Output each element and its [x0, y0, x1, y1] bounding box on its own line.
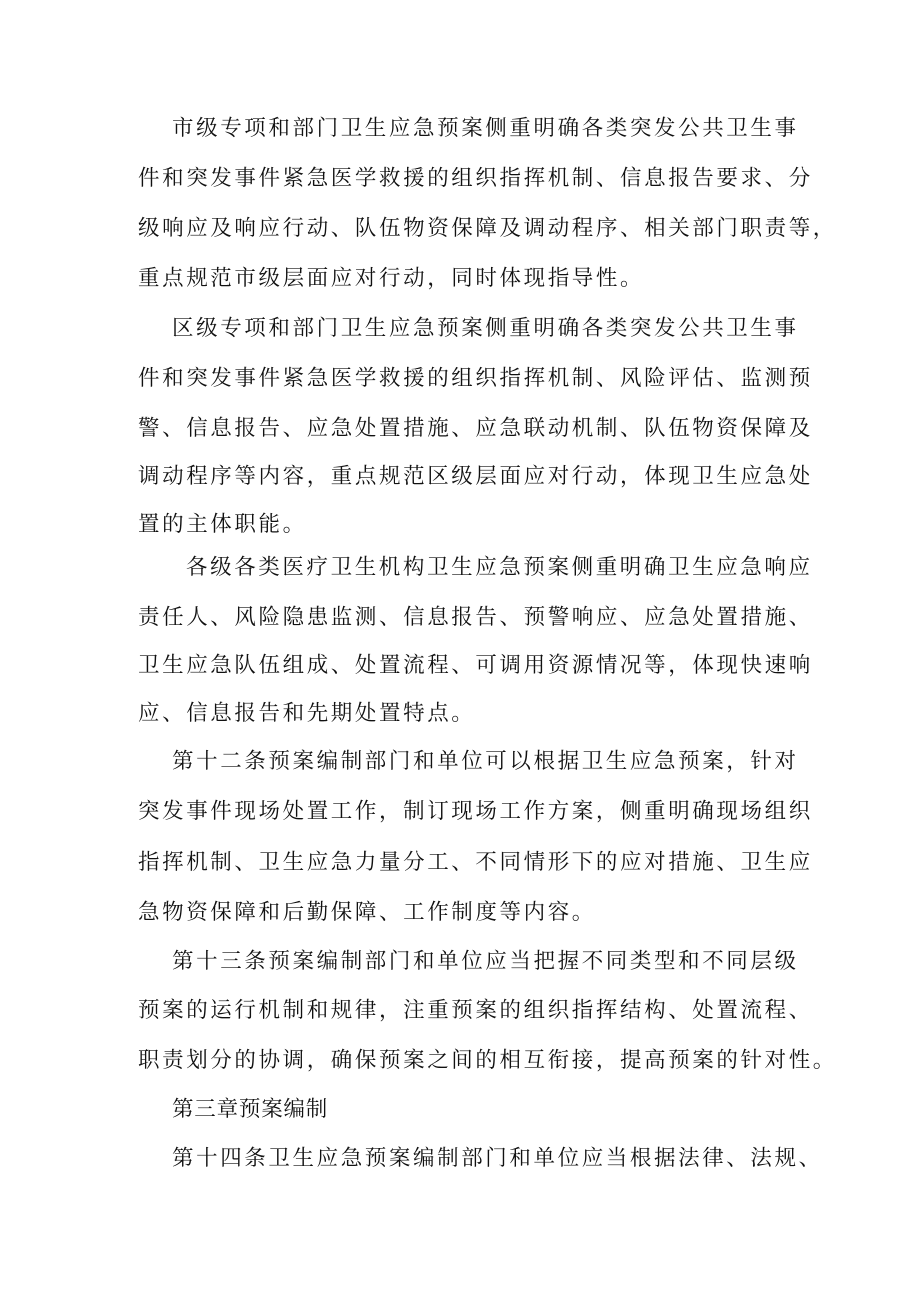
text-line: 第十三条预案编制部门和单位应当把握不同类型和不同层级 — [172, 949, 799, 974]
text-line: 第十四条卫生应急预案编制部门和单位应当根据法律、法规、 — [172, 1146, 823, 1171]
text-line: 各级各类医疗卫生机构卫生应急预案侧重明确卫生应急响应 — [186, 555, 813, 580]
text-line: 应、信息报告和先期处置特点。 — [138, 701, 476, 726]
text-line: 卫生应急队伍组成、处置流程、可调用资源情况等，体现快速响 — [138, 653, 813, 678]
text-line: 级响应及响应行动、队伍物资保障及调动程序、相关部门职责等， — [138, 216, 837, 241]
text-line: 调动程序等内容，重点规范区级层面应对行动，体现卫生应急处 — [138, 464, 813, 489]
text-line: 重点规范市级层面应对行动，同时体现指导性。 — [138, 266, 645, 291]
text-line: 责任人、风险隐患监测、信息报告、预警响应、应急处置措施、 — [138, 605, 813, 630]
text-line: 置的主体职能。 — [138, 512, 307, 537]
text-line: 第三章预案编制 — [172, 1097, 329, 1122]
text-line: 市级专项和部门卫生应急预案侧重明确各类突发公共卫生事 — [172, 116, 799, 141]
text-line: 急物资保障和后勤保障、工作制度等内容。 — [138, 900, 596, 925]
text-line: 突发事件现场处置工作，制订现场工作方案，侧重明确现场组织 — [138, 799, 813, 824]
text-line: 指挥机制、卫生应急力量分工、不同情形下的应对措施、卫生应 — [138, 850, 813, 875]
text-line: 警、信息报告、应急处置措施、应急联动机制、队伍物资保障及 — [138, 416, 813, 441]
text-line: 第十二条预案编制部门和单位可以根据卫生应急预案，针对 — [172, 749, 799, 774]
text-line: 件和突发事件紧急医学救援的组织指挥机制、风险评估、监测预 — [138, 366, 813, 391]
text-line: 区级专项和部门卫生应急预案侧重明确各类突发公共卫生事 — [172, 316, 799, 341]
text-line: 职责划分的协调，确保预案之间的相互衔接，提高预案的针对性。 — [138, 1048, 837, 1073]
text-line: 件和突发事件紧急医学救援的组织指挥机制、信息报告要求、分 — [138, 166, 813, 191]
text-line: 预案的运行机制和规律，注重预案的组织指挥结构、处置流程、 — [138, 998, 813, 1023]
